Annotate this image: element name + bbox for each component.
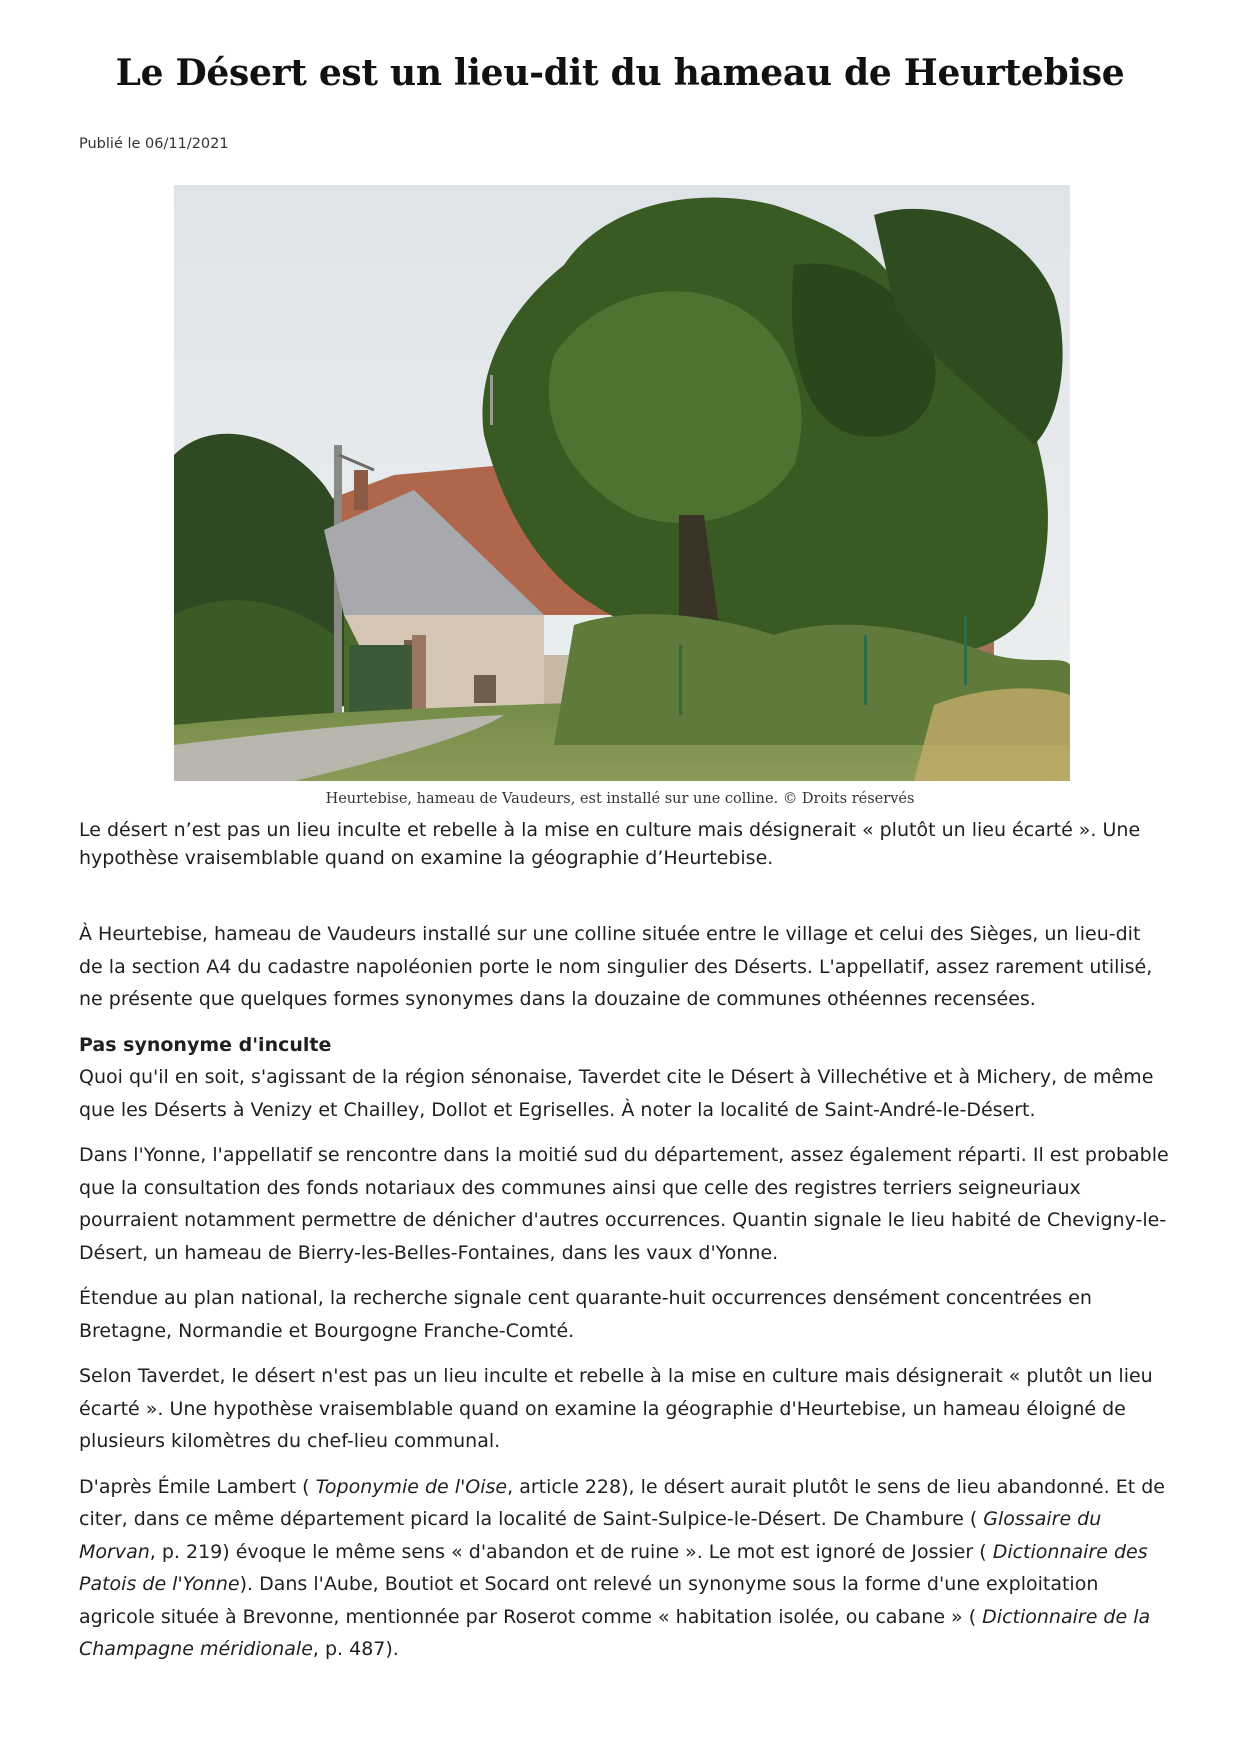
book-reference: Dictionnaire de la Champagne méridionale [79,1605,1151,1660]
text-segment: ). Dans l'Aube, Boutiot et Socard ont relevé un synonyme sous la forme d'une exploitation agricole située à Brevonne, mentionnée par Roserot comme « habitation isolée, ou cabane » ( [79,1573,1099,1628]
article-title: Le Désert est un lieu-dit du hameau de Heurtebise [115,52,1125,94]
body-paragraph-3: Étendue au plan national, la recherche signale cent quarante-huit occurrences densément concentrées en Bretagne, Normandie et Bourgogne Franche-Comté. [79,1287,1092,1342]
text-segment: , p. 219) évoque le même sens « d'abandon et de ruine ». Le mot est ignoré de Jossier ( [149,1540,993,1563]
body-paragraph-2: Dans l'Yonne, l'appellatif se rencontre dans la moitié sud du département, assez également réparti. Il est probable que la consultation des fonds notariaux des communes ainsi que celle des registres terriers seigneuriaux pourraient notamment permettre de dénicher d'autres occurrences. Quantin signale le lieu habité de Chevigny-le-Désert, un hameau de Bierry-les-Belles-Fontaines, dans les vaux d'Yonne. [79,1144,1169,1264]
article-photo [174,185,1070,781]
image-caption: Heurtebise, hameau de Vaudeurs, est installé sur une colline. © Droits réservés [325,791,915,807]
body-paragraph-1: Quoi qu'il en soit, s'agissant de la région sénonaise, Taverdet cite le Désert à Villechétive et à Michery, de même que les Déserts à Venizy et Chailley, Dollot et Egriselles. À noter la localité de Saint-André-le-Désert. [79,1066,1154,1121]
section-subheading: Pas synonyme d'inculte [79,1033,332,1056]
text-segment: , article 228), le désert aurait plutôt le sens de lieu abandonné. Et de citer, dans ce même département picard la localité de Saint-Sulpice-le-Désert. De Chambure ( [79,1475,1165,1530]
body-paragraph-4: Selon Taverdet, le désert n'est pas un lieu inculte et rebelle à la mise en culture mais désignerait « plutôt un lieu écarté ». Une hypothèse vraisemblable quand on examine la géographie d'Heurtebise, un hameau éloigné de plusieurs kilomètres du chef-lieu communal. [79,1365,1153,1452]
book-reference: Glossaire du Morvan [79,1508,1102,1563]
book-reference: Toponymie de l'Oise [315,1475,508,1498]
book-reference: Dictionnaire des Patois de l'Yonne [79,1540,1148,1595]
text-segment: , p. 487). [312,1638,399,1660]
body-paragraph-5 [79,1471,1169,1666]
article-body [79,816,1169,1679]
text-segment: D'après Émile Lambert ( [79,1475,316,1498]
article-lede: Le désert n’est pas un lieu inculte et rebelle à la mise en culture mais désignerait « plutôt un lieu écarté ». Une hypothèse vraisemblable quand on examine la géographie d’Heurtebise. [79,819,1141,869]
intro-paragraph: À Heurtebise, hameau de Vaudeurs installé sur une colline située entre le village et celui des Sièges, un lieu-dit de la section A4 du cadastre napoléonien porte le nom singulier des Déserts. L'appellatif, assez rarement utilisé, ne présente que quelques formes synonymes dans la douzaine de communes othéennes recensées. [79,923,1153,1010]
publication-date: Publié le 06/11/2021 [79,136,229,152]
